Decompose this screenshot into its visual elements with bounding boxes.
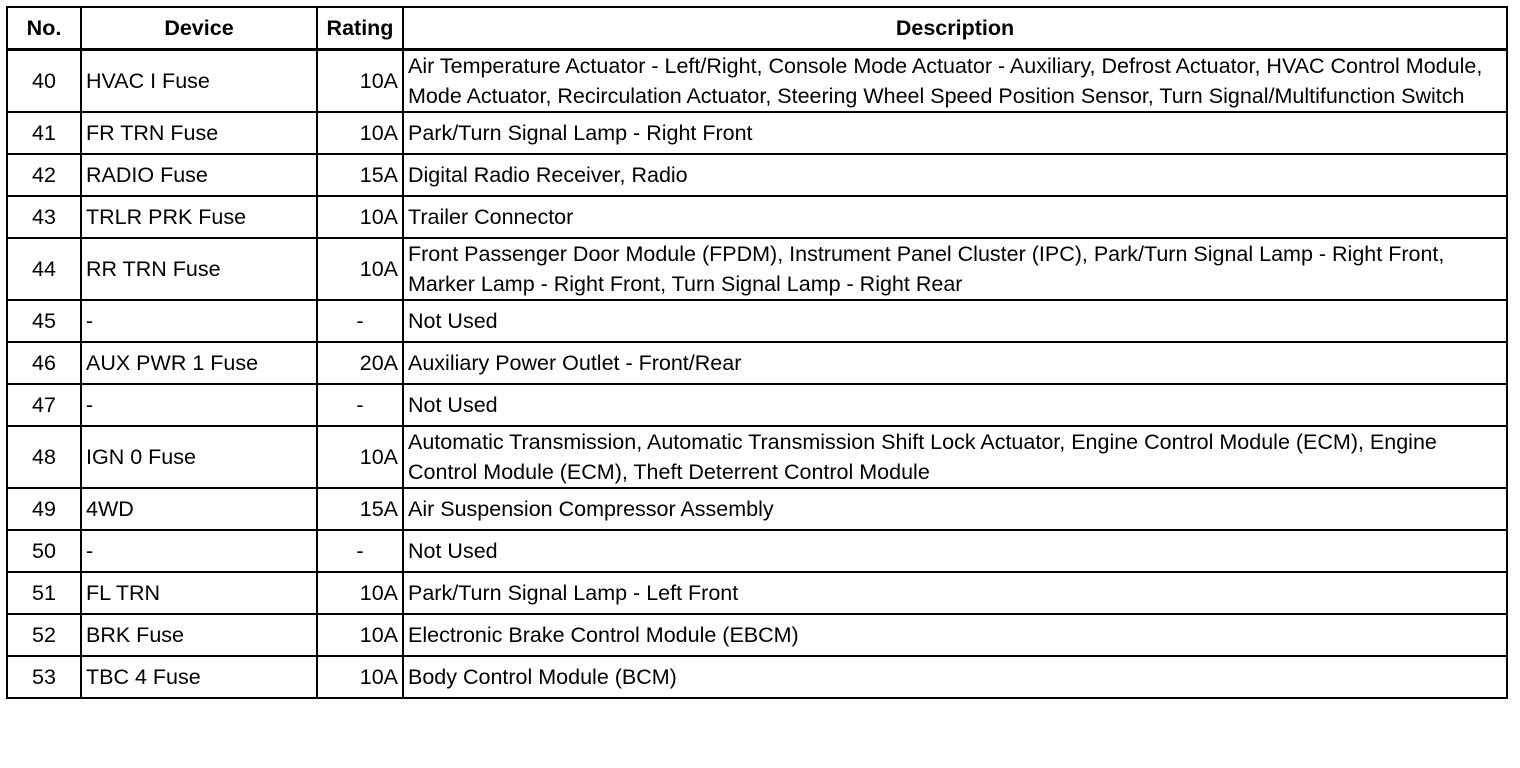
cell-rating: 10A bbox=[317, 572, 403, 614]
table-row bbox=[7, 238, 1507, 300]
table-row bbox=[7, 154, 1507, 196]
cell-rating: 10A bbox=[317, 112, 403, 154]
table-row bbox=[7, 530, 1507, 572]
cell-device: - bbox=[81, 384, 317, 426]
cell-device: - bbox=[81, 300, 317, 342]
cell-no: 45 bbox=[7, 300, 81, 342]
header-rating: Rating bbox=[317, 7, 403, 50]
table-row bbox=[7, 384, 1507, 426]
table-row bbox=[7, 488, 1507, 530]
cell-rating: 10A bbox=[317, 426, 403, 488]
cell-description: Park/Turn Signal Lamp - Left Front bbox=[403, 572, 1507, 614]
cell-device: RADIO Fuse bbox=[81, 154, 317, 196]
header-no: No. bbox=[7, 7, 81, 50]
cell-rating: - bbox=[317, 384, 403, 426]
cell-description: Auxiliary Power Outlet - Front/Rear bbox=[403, 342, 1507, 384]
header-device: Device bbox=[81, 7, 317, 50]
table-row bbox=[7, 50, 1507, 113]
cell-rating: 10A bbox=[317, 50, 403, 113]
cell-description: Front Passenger Door Module (FPDM), Instrument Panel Cluster (IPC), Park/Turn Signal Lamp - Right Front, Marker Lamp - Right Front, Turn Signal Lamp - Right Rear bbox=[403, 238, 1507, 300]
cell-rating: 10A bbox=[317, 238, 403, 300]
cell-device: IGN 0 Fuse bbox=[81, 426, 317, 488]
cell-rating: - bbox=[317, 300, 403, 342]
cell-rating: 15A bbox=[317, 488, 403, 530]
cell-rating: 10A bbox=[317, 196, 403, 238]
cell-description: Not Used bbox=[403, 530, 1507, 572]
cell-no: 40 bbox=[7, 50, 81, 113]
cell-description: Trailer Connector bbox=[403, 196, 1507, 238]
cell-no: 52 bbox=[7, 614, 81, 656]
cell-device: FL TRN bbox=[81, 572, 317, 614]
cell-description: Electronic Brake Control Module (EBCM) bbox=[403, 614, 1507, 656]
cell-description: Automatic Transmission, Automatic Transmission Shift Lock Actuator, Engine Control Module (ECM), Engine Control Module (ECM), Theft Deterrent Control Module bbox=[403, 426, 1507, 488]
table-row bbox=[7, 426, 1507, 488]
table-row bbox=[7, 656, 1507, 698]
header-row bbox=[7, 7, 1507, 50]
cell-no: 47 bbox=[7, 384, 81, 426]
cell-rating: 15A bbox=[317, 154, 403, 196]
header-description: Description bbox=[403, 7, 1507, 50]
cell-no: 53 bbox=[7, 656, 81, 698]
cell-no: 48 bbox=[7, 426, 81, 488]
table-row bbox=[7, 614, 1507, 656]
cell-description: Park/Turn Signal Lamp - Right Front bbox=[403, 112, 1507, 154]
cell-device: 4WD bbox=[81, 488, 317, 530]
cell-device: TRLR PRK Fuse bbox=[81, 196, 317, 238]
fuse-table bbox=[6, 6, 1508, 699]
table-row bbox=[7, 112, 1507, 154]
cell-no: 41 bbox=[7, 112, 81, 154]
cell-no: 46 bbox=[7, 342, 81, 384]
cell-description: Digital Radio Receiver, Radio bbox=[403, 154, 1507, 196]
cell-description: Body Control Module (BCM) bbox=[403, 656, 1507, 698]
cell-no: 49 bbox=[7, 488, 81, 530]
cell-rating: 10A bbox=[317, 614, 403, 656]
cell-description: Air Temperature Actuator - Left/Right, Console Mode Actuator - Auxiliary, Defrost Actuator, HVAC Control Module, Mode Actuator, Recirculation Actuator, Steering Wheel Speed Position Sensor, Turn Signal/Multifunction Switch bbox=[403, 50, 1507, 113]
cell-device: - bbox=[81, 530, 317, 572]
cell-no: 51 bbox=[7, 572, 81, 614]
cell-description: Air Suspension Compressor Assembly bbox=[403, 488, 1507, 530]
cell-description: Not Used bbox=[403, 300, 1507, 342]
cell-device: FR TRN Fuse bbox=[81, 112, 317, 154]
table-row bbox=[7, 342, 1507, 384]
cell-rating: 10A bbox=[317, 656, 403, 698]
cell-no: 43 bbox=[7, 196, 81, 238]
cell-device: AUX PWR 1 Fuse bbox=[81, 342, 317, 384]
table-row bbox=[7, 196, 1507, 238]
cell-no: 44 bbox=[7, 238, 81, 300]
cell-no: 42 bbox=[7, 154, 81, 196]
cell-description: Not Used bbox=[403, 384, 1507, 426]
cell-no: 50 bbox=[7, 530, 81, 572]
cell-rating: 20A bbox=[317, 342, 403, 384]
cell-device: TBC 4 Fuse bbox=[81, 656, 317, 698]
cell-rating: - bbox=[317, 530, 403, 572]
cell-device: BRK Fuse bbox=[81, 614, 317, 656]
cell-device: HVAC I Fuse bbox=[81, 50, 317, 113]
cell-device: RR TRN Fuse bbox=[81, 238, 317, 300]
table-row bbox=[7, 300, 1507, 342]
table-row bbox=[7, 572, 1507, 614]
